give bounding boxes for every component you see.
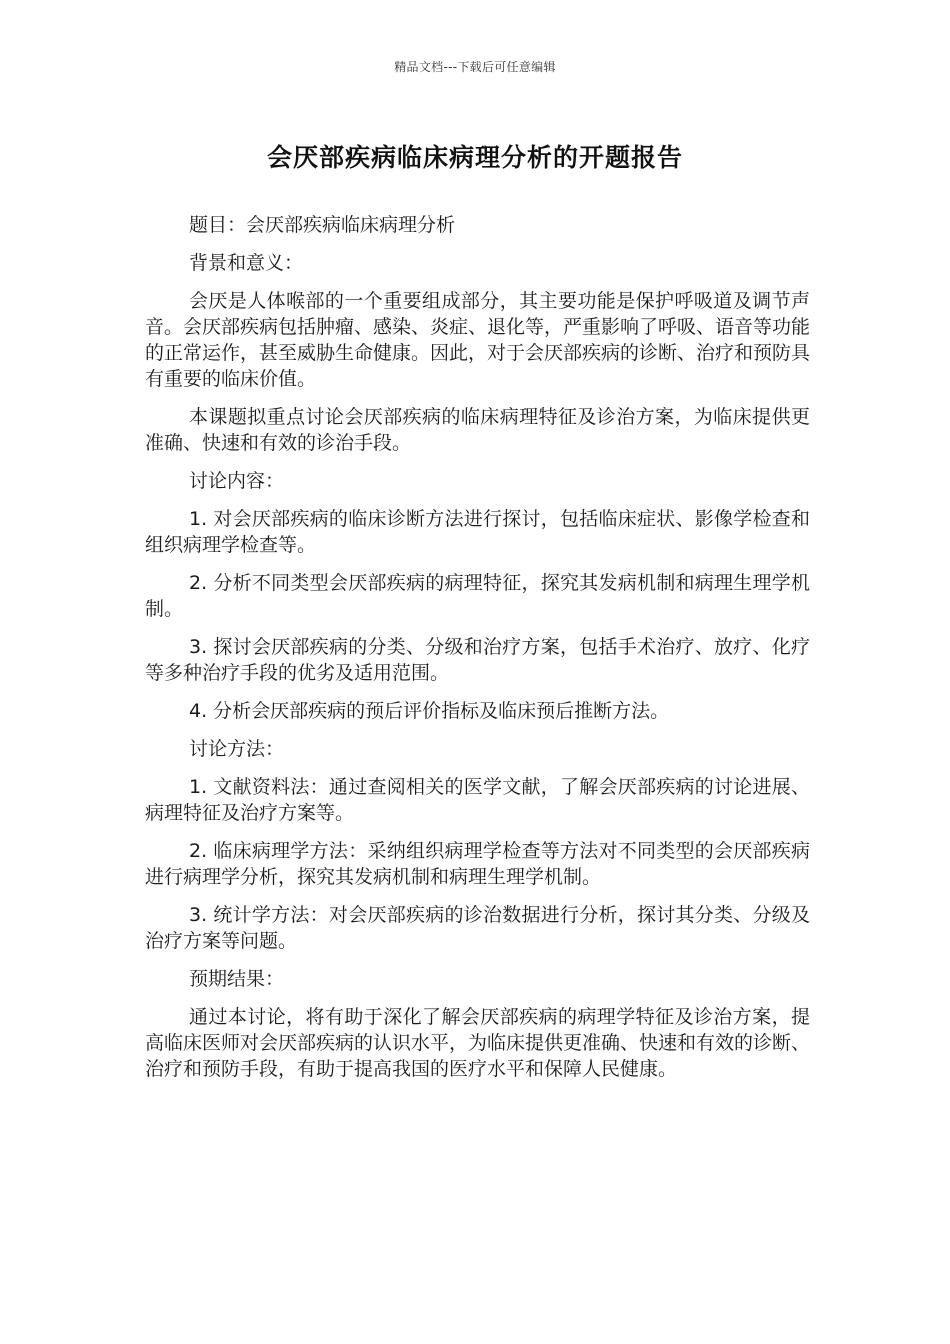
- content-item: 2. 分析不同类型会厌部疾病的病理特征，探究其发病机制和病理生理学机制。: [145, 572, 810, 620]
- section-heading-background: 背景和意义：: [189, 252, 304, 274]
- content-item: 3. 探讨会厌部疾病的分类、分级和治疗方案，包括手术治疗、放疗、化疗等多种治疗手段的优劣及适用范围。: [145, 636, 810, 684]
- expected-results-paragraph: 通过本讨论，将有助于深化了解会厌部疾病的病理学特征及诊治方案，提高临床医师对会厌部疾病的认识水平，为临床提供更准确、快速和有效的诊断、治疗和预防手段，有助于提高我国的医疗水平和保障人民健康。: [145, 1006, 811, 1080]
- content-item: 1. 对会厌部疾病的临床诊断方法进行探讨，包括临床症状、影像学检查和组织病理学检查等。: [145, 508, 810, 556]
- section-heading-content: 讨论内容：: [189, 470, 285, 492]
- topic-line: 题目：会厌部疾病临床病理分析: [189, 214, 456, 236]
- method-item: 3. 统计学方法：对会厌部疾病的诊治数据进行分析，探讨其分类、分级及治疗方案等问题。: [145, 904, 810, 952]
- header-note: 精品文档---下载后可任意编辑: [394, 60, 556, 74]
- content-item: 4. 分析会厌部疾病的预后评价指标及临床预后推断方法。: [189, 700, 670, 722]
- section-heading-results: 预期结果：: [189, 968, 285, 990]
- purpose-paragraph: 本课题拟重点讨论会厌部疾病的临床病理特征及诊治方案，为临床提供更准确、快速和有效的诊治手段。: [145, 406, 810, 454]
- method-item: 2. 临床病理学方法：采纳组织病理学检查等方法对不同类型的会厌部疾病进行病理学分析，探究其发病机制和病理生理学机制。: [145, 840, 810, 888]
- document-body: [145, 212, 810, 1094]
- background-paragraph: 会厌是人体喉部的一个重要组成部分，其主要功能是保护呼吸道及调节声音。会厌部疾病包括肿瘤、感染、炎症、退化等，严重影响了呼吸、语音等功能的正常运作，甚至威胁生命健康。因此，对于会厌部疾病的诊断、治疗和预防具有重要的临床价值。: [145, 290, 811, 390]
- section-heading-methods: 讨论方法：: [189, 738, 285, 760]
- method-item: 1. 文献资料法：通过查阅相关的医学文献，了解会厌部疾病的讨论进展、病理特征及治疗方案等。: [145, 776, 810, 824]
- document-title: 会厌部疾病临床病理分析的开题报告: [266, 143, 683, 172]
